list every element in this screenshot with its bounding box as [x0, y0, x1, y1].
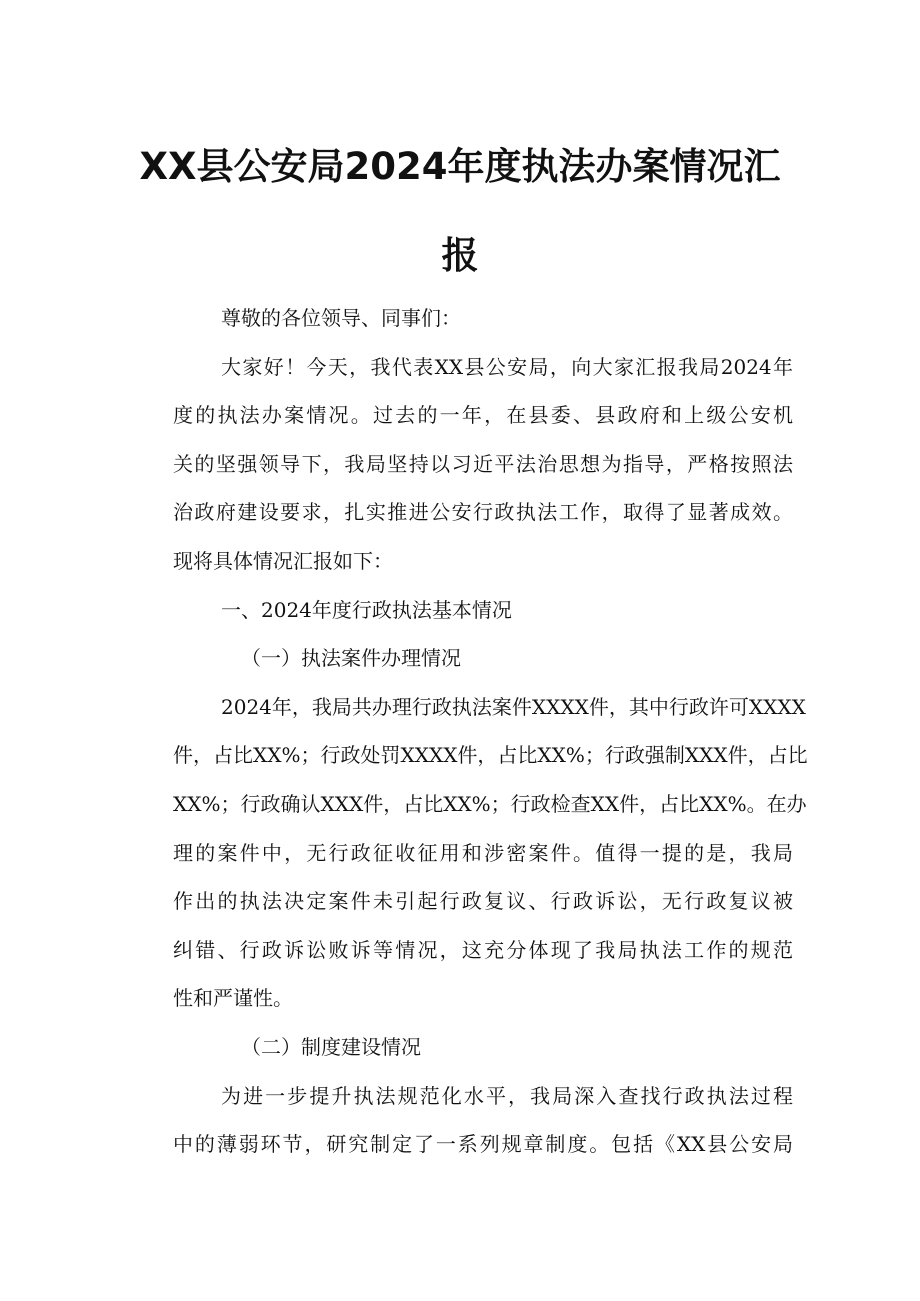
paragraph-line: 理的案件中，无行政征收征用和涉密案件。值得一提的是，我局	[173, 840, 793, 865]
document-body	[173, 294, 808, 1169]
document-title-line-2: 报	[441, 234, 479, 277]
paragraph-line: 2024年，我局共办理行政执法案件XXXX件，其中行政许可XXXX	[221, 694, 806, 719]
paragraph-line: 治政府建设要求，扎实推进公安行政执法工作，取得了显著成效。	[173, 500, 793, 525]
paragraph-line: 为进一步提升执法规范化水平，我局深入查找行政执法过程	[221, 1083, 793, 1108]
salutation: 尊敬的各位领导、同事们：	[221, 306, 461, 330]
subsection-heading: （二）制度建设情况	[241, 1034, 421, 1059]
paragraph-line: 中的薄弱环节，研究制定了一系列规章制度。包括《XX县公安局	[173, 1132, 793, 1157]
paragraph-line: 件，占比XX%；行政处罚XXXX件，占比XX%；行政强制XXX件，占比	[173, 743, 808, 768]
paragraph-line: 性和严谨性。	[173, 986, 293, 1011]
document-title-line-1: XX县公安局2024年度执法办案情况汇	[139, 145, 781, 188]
paragraph-line: 关的坚强领导下，我局坚持以习近平法治思想为指导，严格按照法	[173, 451, 793, 476]
paragraph-line: 纠错、行政诉讼败诉等情况，这充分体现了我局执法工作的规范	[173, 937, 793, 962]
section-heading: 一、2024年度行政执法基本情况	[221, 597, 512, 622]
paragraph-line: XX%；行政确认XXX件，占比XX%；行政检查XX件，占比XX%。在办	[173, 791, 807, 816]
subsection-heading: （一）执法案件办理情况	[241, 646, 461, 671]
paragraph-line: 度的执法办案情况。过去的一年，在县委、县政府和上级公安机	[173, 403, 793, 428]
paragraph-line: 大家好！今天，我代表XX县公安局，向大家汇报我局2024年	[221, 354, 793, 379]
paragraph-line: 作出的执法决定案件未引起行政复议、行政诉讼，无行政复议被	[173, 889, 793, 914]
paragraph-line: 现将具体情况汇报如下：	[173, 548, 393, 573]
